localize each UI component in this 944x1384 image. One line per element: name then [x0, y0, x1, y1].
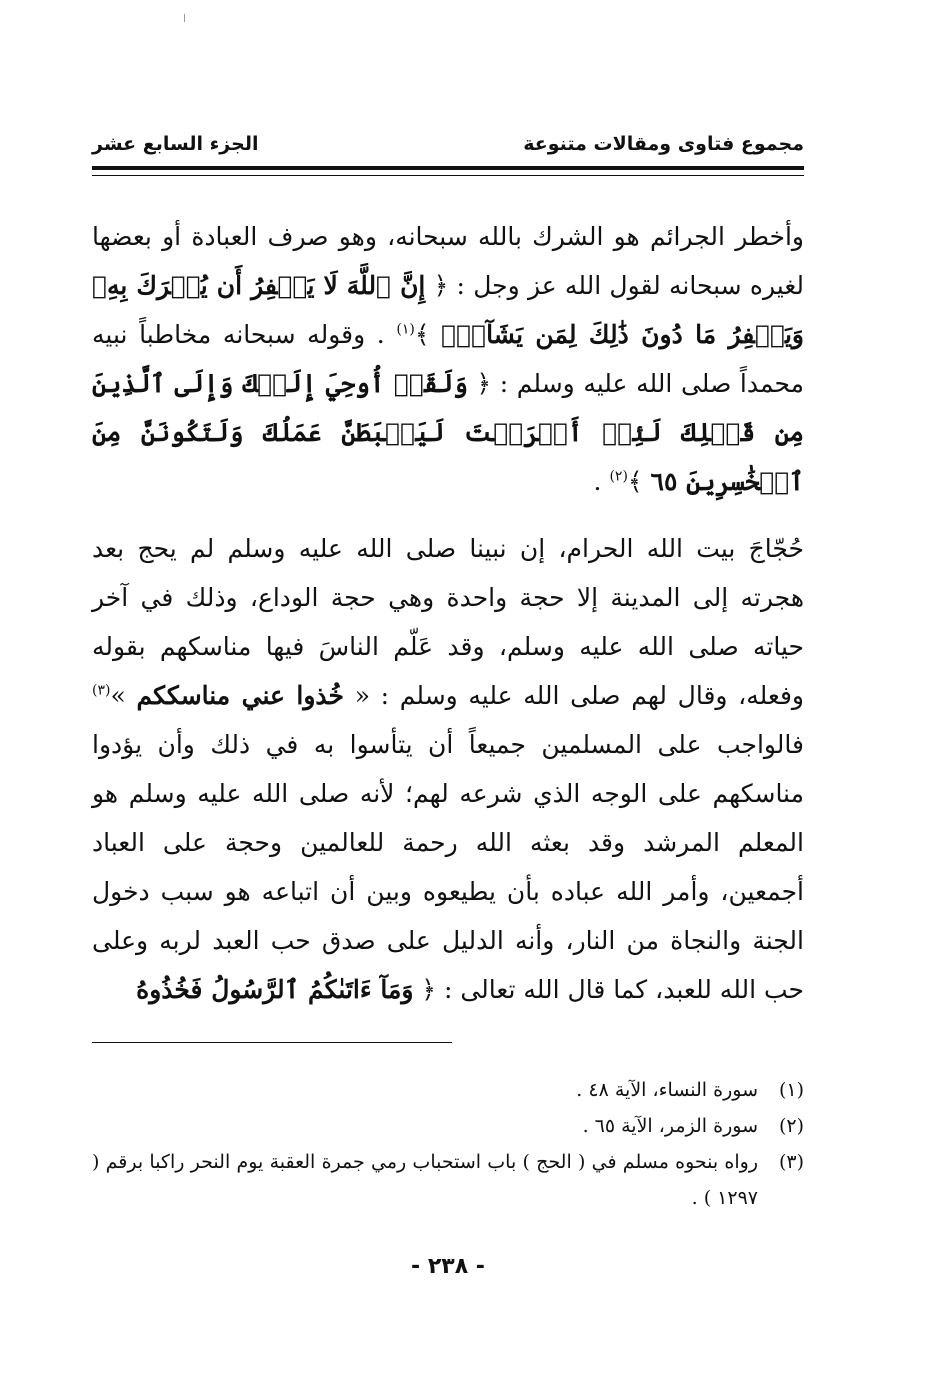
footnote-1: [92, 1072, 804, 1108]
volume-label: الجزء السابع عشر: [92, 133, 259, 155]
footnote-ref-2[interactable]: (٢): [609, 468, 628, 485]
footnote-separator: [92, 1042, 452, 1043]
page-number: - ٢٣٨ -: [411, 1254, 485, 1279]
body-text: [92, 212, 804, 1014]
scan-mark: [184, 14, 185, 22]
text-run: حُجّاجَ بيت الله الحرام، إن نبينا صلى الله عليه وسلم لم يحج بعد هجرته إلى المدينة إلا حجة واحدة وهي حجة الوداع، وذلك في آخر حياته صلى الله عليه وسلم، وقد عَلّم الناسَ فيها مناسكهم بقوله وفعله، وقال لهم صلى الله عليه وسلم : «: [92, 534, 804, 710]
footnote-text: سورة الزمر، الآية ٦٥ .: [582, 1115, 758, 1137]
footnote-ref-3[interactable]: (٣): [92, 682, 111, 699]
running-header: [92, 126, 804, 162]
text-run: »: [110, 681, 137, 710]
book-title: مجموع فتاوى ومقالات متنوعة: [523, 133, 804, 155]
footnote-number: (١): [778, 1079, 804, 1101]
footnote-ref-1[interactable]: (١): [396, 321, 415, 338]
footnotes: [92, 1072, 804, 1216]
quran-verse: إِنَّ ٱللَّهَ لَا يَغۡفِرُ أَن يُشۡرَكَ بِهِۦ وَيَغۡفِرُ مَا دُونَ ذَٰلِكَ لِمَن يَشَآءُۚ: [92, 271, 804, 349]
quran-verse: وَلَقَدۡ أُوحِيَ إِلَيۡكَ وَإِلَى ٱلَّذِينَ مِن قَبۡلِكَ لَئِنۡ أَشۡرَكۡتَ لَيَحۡبَطَنَّ عَمَلُكَ وَلَتَكُونَنَّ مِنَ ٱلۡخَٰسِرِينَ ٦٥: [92, 369, 804, 496]
footnote-number: (٣): [778, 1151, 804, 1173]
footnote-3: [92, 1144, 804, 1216]
text-run: ﴾: [414, 320, 442, 349]
header-rule-thick: [92, 166, 804, 170]
paragraph-1: [92, 212, 804, 506]
quran-verse: وَمَآ ءَاتَىٰكُمُ ٱلرَّسُولُ فَخُذُوهُ: [136, 975, 414, 1004]
text-run: وأخطر الجرائم هو الشرك بالله سبحانه، وهو صرف العبادة أو بعضها لغيره سبحانه لقول الله عز وجل : ﴿: [92, 222, 804, 300]
footnote-text: سورة النساء، الآية ٤٨ .: [576, 1079, 758, 1101]
header-rule-thin: [92, 175, 804, 176]
text-run: . وقوله سبحانه مخاطباً نبيه محمداً صلى الله عليه وسلم : ﴿: [92, 320, 804, 398]
footnote-2: [92, 1108, 804, 1144]
text-run: .: [593, 467, 610, 496]
text-run: فالواجب على المسلمين جميعاً أن يتأسوا به في ذلك وأن يؤدوا مناسكهم على الوجه الذي شرعه لهم؛ لأنه صلى الله عليه وسلم هو المعلم المرشد وقد بعثه الله رحمة للعالمين وحجة على العباد أجمعين، وأمر الله عباده بأن يطيعوه وبين أن اتباعه هو سبب دخول الجنة والنجاة من النار، وأنه الدليل على صدق حب العبد لربه وعلى حب الله للعبد، كما قال الله تعالى : ﴿: [92, 730, 804, 1004]
document-page: [92, 0, 804, 1384]
paragraph-2: [92, 524, 804, 1014]
footnote-text: رواه بنحوه مسلم في ( الحج ) باب استحباب رمي جمرة العقبة يوم النحر راكبا برقم ( ١٢٩٧ ) .: [92, 1151, 758, 1209]
text-run: ﴾: [627, 467, 651, 496]
hadith-quote: خُذوا عني مناسككم: [136, 681, 344, 710]
footnote-number: (٢): [778, 1115, 804, 1137]
